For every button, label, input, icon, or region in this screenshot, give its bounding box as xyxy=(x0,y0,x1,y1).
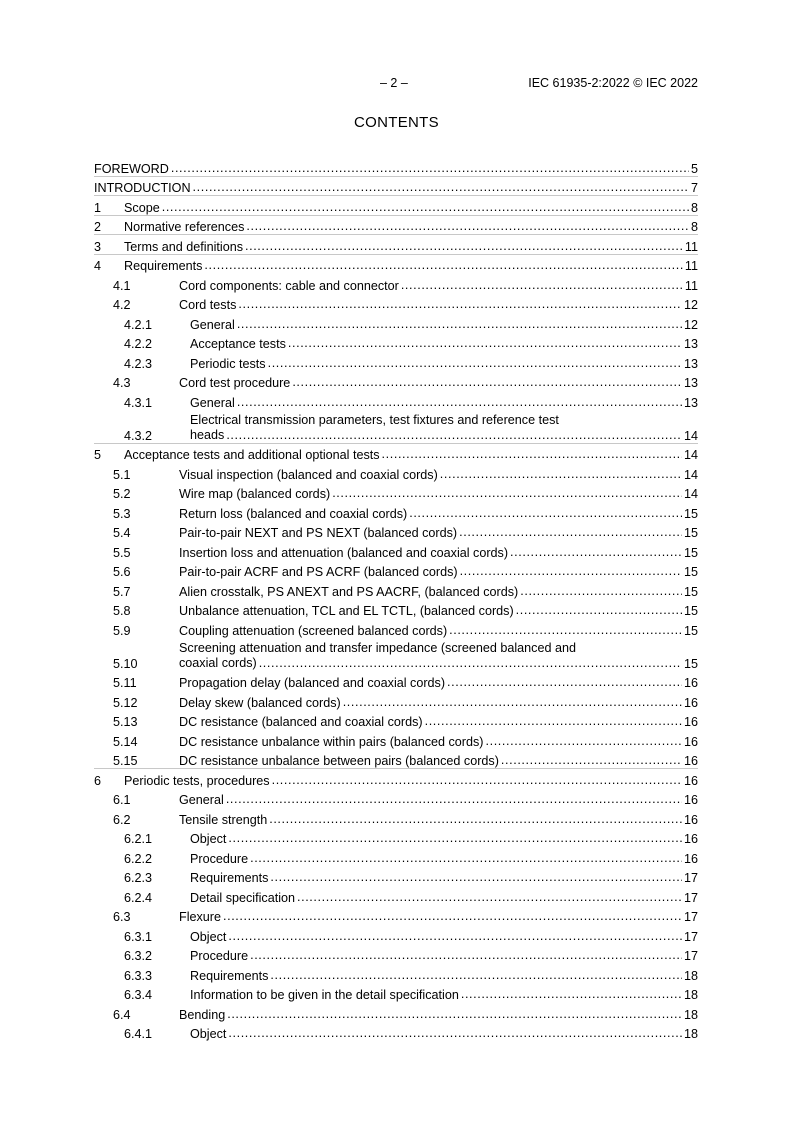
toc-entry-title: Visual inspection (balanced and coaxial cords) xyxy=(179,467,438,482)
dot-leader xyxy=(226,428,682,443)
toc-entry[interactable] xyxy=(94,827,698,847)
dot-leader xyxy=(382,447,682,462)
toc-entry[interactable] xyxy=(94,1002,698,1022)
toc-entry-title: General xyxy=(190,317,235,332)
toc-entry-title-wrap xyxy=(179,564,682,579)
toc-entry-number: 5.15 xyxy=(113,754,138,768)
toc-entry[interactable] xyxy=(94,944,698,964)
toc-divider xyxy=(94,215,698,216)
toc-entry-line2 xyxy=(190,428,682,443)
toc-entry-page: 12 xyxy=(683,317,698,332)
dot-leader xyxy=(297,890,682,905)
toc-entry-title: Terms and definitions xyxy=(124,239,244,254)
toc-entry-number: 4.2.2 xyxy=(124,337,153,351)
toc-entry-title-wrap xyxy=(179,525,682,540)
dot-leader xyxy=(245,239,683,254)
toc-entry-title-wrap xyxy=(124,258,683,273)
toc-entry[interactable] xyxy=(94,156,698,176)
toc-entry-title-wrap xyxy=(124,447,682,462)
toc-entry-title-wrap xyxy=(179,467,682,482)
toc-entry-title-wrap xyxy=(179,278,683,293)
dot-leader xyxy=(409,506,682,521)
toc-entry-title: General xyxy=(190,395,235,410)
toc-entry[interactable] xyxy=(94,963,698,983)
toc-entry-title: Detail specification xyxy=(190,890,295,905)
toc-entry-page: 16 xyxy=(683,715,698,729)
toc-entry-number: 4.1 xyxy=(113,278,131,293)
dot-leader xyxy=(520,584,682,599)
toc-entry[interactable] xyxy=(94,254,698,274)
toc-entry-number: 5.4 xyxy=(113,526,131,540)
toc-entry-number: 6 xyxy=(94,773,102,788)
toc-divider xyxy=(94,234,698,235)
dot-leader xyxy=(228,1026,682,1041)
toc-entry[interactable] xyxy=(94,312,698,332)
toc-entry-title: Requirements xyxy=(190,968,269,983)
toc-entry-title: Alien crosstalk, PS ANEXT and PS AACRF, (balanced cords) xyxy=(179,584,519,599)
dot-leader xyxy=(269,812,682,827)
toc-entry-title: Propagation delay (balanced and coaxial cords) xyxy=(179,676,446,690)
toc-entry[interactable] xyxy=(94,846,698,866)
toc-entry[interactable] xyxy=(94,234,698,254)
toc-entry-page: 15 xyxy=(683,604,698,618)
toc-entry-title: Requirements xyxy=(124,259,203,273)
toc-entry-number: 4.3 xyxy=(113,376,131,390)
toc-entry-title-wrap xyxy=(179,1007,682,1022)
toc-entry-title: Cord components: cable and connector xyxy=(179,278,399,293)
toc-entry[interactable] xyxy=(94,729,698,749)
toc-entry-title-wrap xyxy=(124,219,689,234)
toc-entry-title: Pair-to-pair ACRF and PS ACRF (balanced cords) xyxy=(179,565,458,579)
toc-entry-page: 17 xyxy=(683,910,698,924)
toc-entry-page: 8 xyxy=(690,220,698,234)
toc-divider xyxy=(94,176,698,177)
toc-entry-title: Bending xyxy=(179,1007,226,1022)
dot-leader xyxy=(270,870,682,885)
toc-entry-title-wrap xyxy=(179,641,682,671)
dot-leader xyxy=(332,486,682,501)
dot-leader xyxy=(501,753,682,768)
toc-entry-title: DC resistance unbalance between pairs (balanced cords) xyxy=(179,754,499,768)
toc-entry[interactable] xyxy=(94,866,698,886)
toc-entry-title: Information to be given in the detail specification xyxy=(190,988,459,1002)
dot-leader xyxy=(259,656,682,671)
toc-entry-number: 6.2.4 xyxy=(124,890,153,905)
toc-entry-number: 1 xyxy=(94,200,102,215)
toc-entry[interactable] xyxy=(94,215,698,235)
toc-entry-title-wrap xyxy=(190,831,682,846)
toc-entry-number: 6.2.3 xyxy=(124,871,153,885)
toc-entry-page: 16 xyxy=(683,793,698,807)
toc-entry-number: 3 xyxy=(94,239,102,254)
toc-entry-number: 5.1 xyxy=(113,467,131,482)
toc-entry-title: FOREWORD xyxy=(94,161,169,176)
dot-leader xyxy=(461,987,682,1002)
toc-entry-title-wrap xyxy=(124,773,682,788)
dot-leader xyxy=(250,948,682,963)
toc-entry-page: 13 xyxy=(683,376,698,390)
toc-entry-title-wrap xyxy=(179,623,682,638)
toc-entry-title-wrap xyxy=(179,603,682,618)
toc-entry-title-wrap xyxy=(190,336,682,351)
toc-entry-title: Normative references xyxy=(124,220,245,234)
toc-entry-number: 5.5 xyxy=(113,545,131,560)
toc-entry-page: 11 xyxy=(684,239,698,254)
toc-entry-number: 5 xyxy=(94,448,102,462)
toc-entry[interactable] xyxy=(94,482,698,502)
toc-entry-number: 5.7 xyxy=(113,584,131,599)
toc-entry-page: 17 xyxy=(683,929,698,944)
toc-entry[interactable] xyxy=(94,638,698,671)
toc-entry-title-wrap xyxy=(179,297,682,312)
dot-leader xyxy=(228,929,682,944)
toc-entry-page: 16 xyxy=(683,832,698,846)
dot-leader xyxy=(228,831,682,846)
toc-entry-title: Coupling attenuation (screened balanced cords) xyxy=(179,623,448,638)
toc-entry[interactable] xyxy=(94,540,698,560)
toc-entry-title-wrap xyxy=(124,200,689,215)
toc-entry-title-wrap xyxy=(190,1026,682,1041)
toc-entry[interactable] xyxy=(94,768,698,788)
toc-entry-title: General xyxy=(179,793,224,807)
dot-leader xyxy=(425,714,682,729)
dot-leader xyxy=(447,675,682,690)
dot-leader xyxy=(171,161,689,176)
toc-entry-title: Flexure xyxy=(179,910,221,924)
toc-entry-title: Object xyxy=(190,929,227,944)
toc-entry-page: 17 xyxy=(683,871,698,885)
toc-entry-number: 6.1 xyxy=(113,793,131,807)
dot-leader xyxy=(162,200,689,215)
toc-divider xyxy=(94,768,698,769)
toc-entry-number: 6.3.2 xyxy=(124,949,153,963)
toc-entry-page: 15 xyxy=(683,526,698,540)
toc-entry-title-wrap xyxy=(190,870,682,885)
dot-leader xyxy=(343,695,682,710)
toc-divider xyxy=(94,195,698,196)
toc-entry-page: 7 xyxy=(690,181,698,195)
toc-entry-number: 6.4.1 xyxy=(124,1027,153,1041)
toc-entry[interactable] xyxy=(94,618,698,638)
toc-entry-title: Requirements xyxy=(190,871,269,885)
dot-leader xyxy=(223,909,682,924)
toc-entry-title: DC resistance (balanced and coaxial cords) xyxy=(179,715,423,729)
toc-entry-title: Procedure xyxy=(190,851,249,866)
toc-entry-title: Cord test procedure xyxy=(179,376,291,390)
toc-entry-title-wrap xyxy=(190,317,682,332)
toc-entry-page: 13 xyxy=(683,395,698,410)
toc-entry[interactable] xyxy=(94,579,698,599)
toc-entry-title-continued: coaxial cords) xyxy=(179,655,257,670)
toc-entry[interactable] xyxy=(94,462,698,482)
dot-leader xyxy=(268,356,682,371)
toc-entry-title-wrap xyxy=(179,584,682,599)
toc-entry-title-wrap xyxy=(179,375,682,390)
toc-entry[interactable] xyxy=(94,501,698,521)
toc-entry-page: 16 xyxy=(683,676,698,690)
toc-entry-page: 15 xyxy=(683,565,698,579)
toc-entry-title: Unbalance attenuation, TCL and EL TCTL, (balanced cords) xyxy=(179,604,514,618)
toc-entry-title-wrap xyxy=(190,968,682,983)
toc-entry-title: Object xyxy=(190,1027,227,1041)
toc-entry-page: 17 xyxy=(683,949,698,963)
toc-entry-title-wrap xyxy=(190,948,682,963)
toc-entry-title: Electrical transmission parameters, test fixtures and reference test xyxy=(190,412,559,427)
toc-entry-title-wrap xyxy=(179,812,682,827)
toc-entry[interactable] xyxy=(94,885,698,905)
dot-leader xyxy=(246,219,689,234)
toc-entry-page: 18 xyxy=(683,1007,698,1022)
toc-entry-page: 11 xyxy=(684,259,698,273)
toc-entry-number: 5.2 xyxy=(113,487,131,501)
toc-entry-title: Tensile strength xyxy=(179,812,268,827)
toc-entry-page: 15 xyxy=(683,623,698,638)
toc-entry-title: Acceptance tests xyxy=(190,337,286,351)
toc-entry-number: 4.3.1 xyxy=(124,395,153,410)
toc-entry[interactable] xyxy=(94,273,698,293)
toc-entry-page: 8 xyxy=(690,200,698,215)
toc-entry-title-wrap xyxy=(190,929,682,944)
toc-entry-page: 16 xyxy=(683,734,698,749)
toc-entry-page: 15 xyxy=(683,545,698,560)
toc-entry-title-wrap xyxy=(179,695,682,710)
toc-entry-number: 4.2.1 xyxy=(124,317,153,332)
dot-leader xyxy=(270,968,682,983)
toc-entry-number: 6.3.3 xyxy=(124,968,153,983)
dot-leader xyxy=(288,336,682,351)
toc-entry-title-wrap xyxy=(190,851,682,866)
toc-entry-number: 6.2.2 xyxy=(124,851,153,866)
toc-entry-title-wrap xyxy=(190,890,682,905)
dot-leader xyxy=(193,180,689,195)
toc-entry-title-wrap xyxy=(124,239,683,254)
dot-leader xyxy=(292,375,682,390)
toc-entry[interactable] xyxy=(94,195,698,215)
toc-entry[interactable] xyxy=(94,807,698,827)
toc-entry[interactable] xyxy=(94,671,698,691)
toc-entry-title: INTRODUCTION xyxy=(94,181,191,195)
toc-entry-title: Acceptance tests and additional optional tests xyxy=(124,448,380,462)
toc-entry[interactable] xyxy=(94,521,698,541)
toc-entry-number: 6.4 xyxy=(113,1007,131,1022)
toc-entry-number: 5.10 xyxy=(113,656,138,671)
toc-entry-page: 16 xyxy=(683,695,698,710)
toc-entry-page: 14 xyxy=(683,428,698,443)
toc-entry-number: 5.8 xyxy=(113,604,131,618)
toc-entry-number: 5.3 xyxy=(113,506,131,521)
toc-entry-page: 13 xyxy=(683,356,698,371)
toc-entry-page: 16 xyxy=(683,773,698,788)
table-of-contents xyxy=(94,156,698,1041)
toc-entry[interactable] xyxy=(94,410,698,443)
dot-leader xyxy=(238,297,682,312)
toc-entry-page: 18 xyxy=(683,968,698,983)
toc-entry-number: 5.13 xyxy=(113,715,138,729)
toc-entry-title: Cord tests xyxy=(179,298,237,312)
toc-entry[interactable] xyxy=(94,371,698,391)
toc-entry-number: 5.12 xyxy=(113,695,138,710)
toc-entry-title-wrap xyxy=(190,413,682,443)
toc-entry-page: 12 xyxy=(683,298,698,312)
toc-entry-page: 16 xyxy=(683,754,698,768)
dot-leader xyxy=(440,467,682,482)
toc-entry[interactable] xyxy=(94,351,698,371)
dot-leader xyxy=(449,623,682,638)
toc-entry-page: 16 xyxy=(683,812,698,827)
toc-entry[interactable] xyxy=(94,390,698,410)
toc-entry-title-wrap xyxy=(179,506,682,521)
toc-entry-page: 17 xyxy=(683,890,698,905)
toc-entry-title: Screening attenuation and transfer impedance (screened balanced and xyxy=(179,640,576,655)
toc-entry-page: 13 xyxy=(683,337,698,351)
toc-entry-number: 6.2 xyxy=(113,812,131,827)
dot-leader xyxy=(510,545,682,560)
toc-entry-number: 6.3.1 xyxy=(124,929,153,944)
dot-leader xyxy=(250,851,682,866)
toc-entry[interactable] xyxy=(94,560,698,580)
toc-entry-title-wrap xyxy=(179,753,682,768)
toc-entry-title: Wire map (balanced cords) xyxy=(179,487,331,501)
toc-entry-page: 14 xyxy=(683,487,698,501)
toc-entry-title-wrap xyxy=(179,734,682,749)
toc-entry-page: 5 xyxy=(690,161,698,176)
toc-entry[interactable] xyxy=(94,443,698,463)
toc-entry-title-wrap xyxy=(94,180,689,195)
toc-entry[interactable] xyxy=(94,710,698,730)
toc-entry-page: 16 xyxy=(683,851,698,866)
toc-entry-title-continued: heads xyxy=(190,427,225,442)
toc-entry-title: Delay skew (balanced cords) xyxy=(179,695,341,710)
toc-entry-title-wrap xyxy=(94,161,689,176)
toc-entry-title-wrap xyxy=(190,395,682,410)
document-id: IEC 61935-2:2022 © IEC 2022 xyxy=(528,76,698,90)
toc-entry-title: Periodic tests xyxy=(190,356,266,371)
toc-entry-title: Return loss (balanced and coaxial cords) xyxy=(179,506,408,521)
toc-entry[interactable] xyxy=(94,788,698,808)
toc-entry-number: 5.14 xyxy=(113,734,138,749)
toc-entry-page: 18 xyxy=(683,1027,698,1041)
dot-leader xyxy=(227,1007,682,1022)
toc-entry-number: 2 xyxy=(94,220,102,234)
toc-entry[interactable] xyxy=(94,905,698,925)
dot-leader xyxy=(516,603,682,618)
toc-entry-page: 15 xyxy=(683,584,698,599)
toc-entry-title: Procedure xyxy=(190,949,249,963)
toc-entry-title: Periodic tests, procedures xyxy=(124,773,270,788)
toc-entry-title: DC resistance unbalance within pairs (balanced cords) xyxy=(179,734,484,749)
page-number: – 2 – xyxy=(380,76,408,90)
toc-entry-page: 11 xyxy=(684,278,698,293)
toc-entry[interactable] xyxy=(94,176,698,196)
toc-entry-title: Object xyxy=(190,832,227,846)
toc-entry[interactable] xyxy=(94,293,698,313)
toc-entry[interactable] xyxy=(94,599,698,619)
toc-entry-number: 6.2.1 xyxy=(124,832,153,846)
toc-entry-page: 18 xyxy=(683,988,698,1002)
toc-entry-title-wrap xyxy=(179,545,682,560)
toc-entry-title-wrap xyxy=(179,714,682,729)
dot-leader xyxy=(460,564,682,579)
toc-entry-number: 5.11 xyxy=(113,676,137,690)
toc-entry-title: Insertion loss and attenuation (balanced and coaxial cords) xyxy=(179,545,509,560)
toc-entry[interactable] xyxy=(94,749,698,769)
toc-entry[interactable] xyxy=(94,983,698,1003)
toc-entry[interactable] xyxy=(94,924,698,944)
toc-entry-title-wrap xyxy=(179,792,682,807)
toc-entry[interactable] xyxy=(94,1022,698,1042)
toc-entry-title-wrap xyxy=(179,909,682,924)
toc-divider xyxy=(94,254,698,255)
toc-entry-line2 xyxy=(179,656,682,671)
toc-entry-number: 5.9 xyxy=(113,623,131,638)
toc-entry-page: 15 xyxy=(683,506,698,521)
toc-entry[interactable] xyxy=(94,690,698,710)
toc-entry-title-wrap xyxy=(190,356,682,371)
toc-entry-title-wrap xyxy=(179,486,682,501)
dot-leader xyxy=(237,395,682,410)
dot-leader xyxy=(204,258,683,273)
toc-entry-number: 6.3 xyxy=(113,910,131,924)
toc-entry-title: Scope xyxy=(124,200,160,215)
toc-entry-title: Pair-to-pair NEXT and PS NEXT (balanced cords) xyxy=(179,526,458,540)
dot-leader xyxy=(486,734,682,749)
dot-leader xyxy=(272,773,682,788)
toc-entry-title-wrap xyxy=(190,987,682,1002)
toc-entry-title-wrap xyxy=(179,675,682,690)
dot-leader xyxy=(226,792,682,807)
toc-entry[interactable] xyxy=(94,332,698,352)
page-title: CONTENTS xyxy=(354,114,439,131)
dot-leader xyxy=(401,278,683,293)
dot-leader xyxy=(237,317,682,332)
toc-entry-page: 14 xyxy=(683,448,698,462)
toc-entry-number: 4 xyxy=(94,259,102,273)
toc-entry-number: 4.3.2 xyxy=(124,428,153,443)
toc-entry-page: 15 xyxy=(683,656,698,671)
toc-entry-number: 4.2.3 xyxy=(124,356,153,371)
toc-entry-number: 5.6 xyxy=(113,565,131,579)
toc-entry-number: 6.3.4 xyxy=(124,988,153,1002)
toc-entry-page: 14 xyxy=(683,467,698,482)
toc-entry-number: 4.2 xyxy=(113,298,131,312)
dot-leader xyxy=(459,525,682,540)
toc-divider xyxy=(94,443,698,444)
